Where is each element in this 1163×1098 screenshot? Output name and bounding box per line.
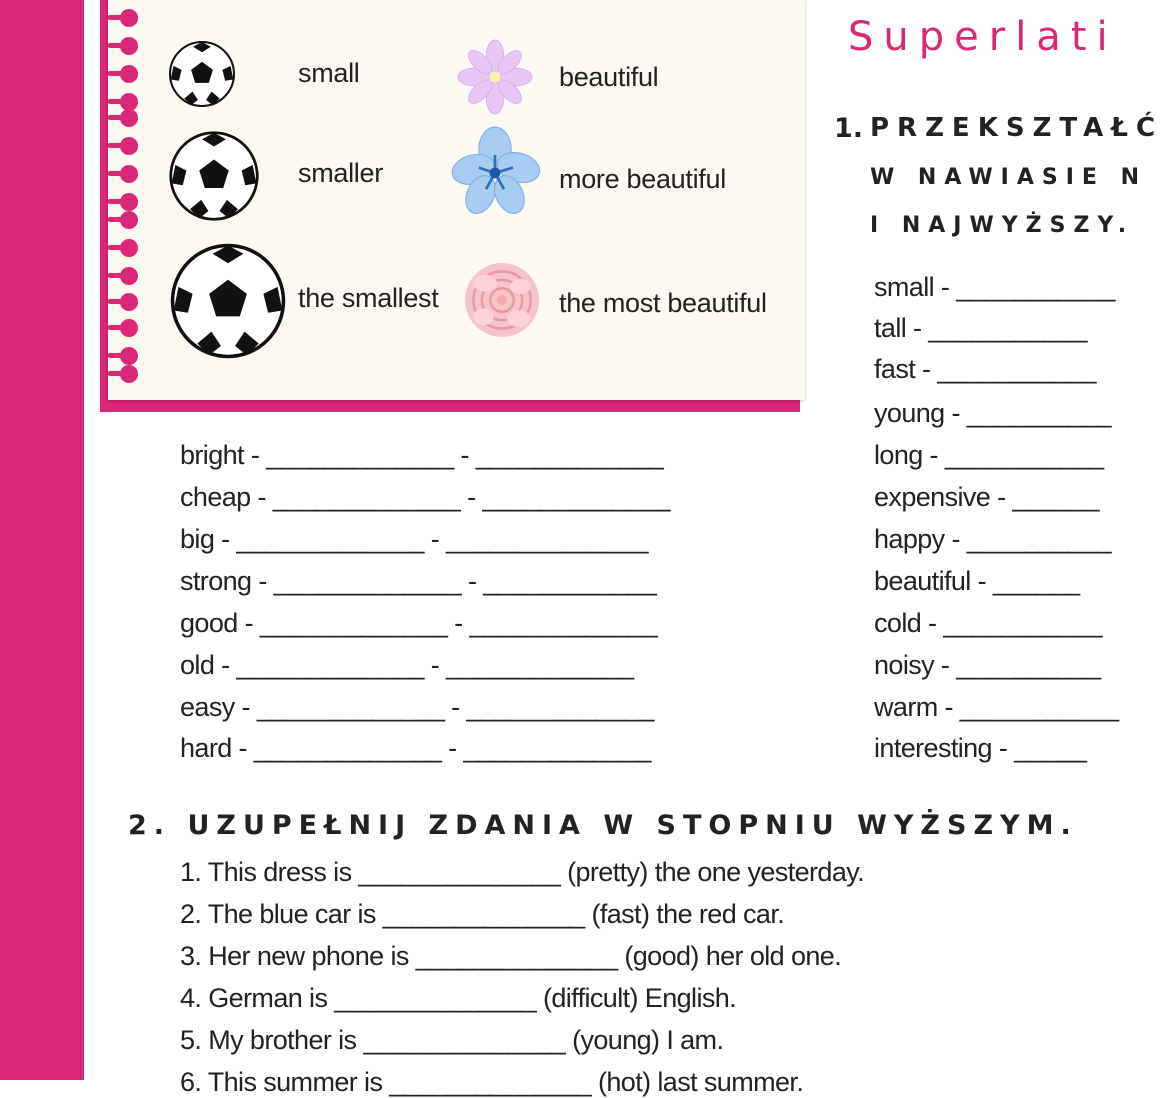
exercise2-heading: 2. UZUPEŁNIJ ZDANIA W STOPNIU WYŻSZYM. xyxy=(128,810,1078,841)
ex1-right-row[interactable]: long - ___________ xyxy=(874,440,1104,470)
spiral-ring xyxy=(108,364,140,384)
exercise1-number: 1. xyxy=(834,113,864,144)
small-flower-icon xyxy=(458,40,532,114)
ex1-right-row[interactable]: young - __________ xyxy=(874,398,1111,428)
spiral-ring xyxy=(108,8,140,28)
ex1-left-row[interactable]: hard - _____________ - _____________ xyxy=(180,733,651,763)
ex1-right-row[interactable]: small - ___________ xyxy=(874,272,1115,302)
spiral-ring xyxy=(108,266,140,286)
ex1-right-row[interactable]: expensive - ______ xyxy=(874,482,1099,512)
word-smaller: smaller xyxy=(298,158,383,188)
ex1-left-row[interactable]: strong - _____________ - ____________ xyxy=(180,566,657,596)
ex1-left-row[interactable]: old - _____________ - _____________ xyxy=(180,650,634,680)
ex2-sentence[interactable]: 3. Her new phone is ______________ (good) her old one. xyxy=(180,941,842,971)
ex1-right-row[interactable]: fast - ___________ xyxy=(874,354,1096,384)
exercise1-instruction-line: I NAJWYŻSZY. xyxy=(870,213,1135,238)
spiral-ring xyxy=(108,36,140,56)
page-title: Superlati xyxy=(848,14,1118,60)
ex1-right-row[interactable]: happy - __________ xyxy=(874,524,1111,554)
medium-flower-icon xyxy=(450,128,540,218)
spiral-ring xyxy=(108,346,140,366)
smallest-ball-icon xyxy=(168,242,288,360)
exercise1-instruction-line: W NAWIASIE N xyxy=(870,165,1147,190)
spiral-ring xyxy=(108,292,140,312)
ex2-sentence[interactable]: 6. This summer is ______________ (hot) last summer. xyxy=(180,1067,804,1097)
ex1-left-row[interactable]: good - _____________ - _____________ xyxy=(180,608,657,638)
smaller-ball-icon xyxy=(168,130,260,222)
word-the-smallest: the smallest xyxy=(298,283,439,313)
ex1-right-row[interactable]: cold - ___________ xyxy=(874,608,1102,638)
ex1-left-row[interactable]: big - _____________ - ______________ xyxy=(180,524,648,554)
spiral-ring xyxy=(108,164,140,184)
word-more-beautiful: more beautiful xyxy=(559,164,726,194)
ex1-right-row[interactable]: warm - ___________ xyxy=(874,692,1119,722)
word-beautiful: beautiful xyxy=(559,62,659,92)
spiral-ring xyxy=(108,210,140,230)
ex2-sentence[interactable]: 1. This dress is ______________ (pretty) the one yesterday. xyxy=(180,857,865,887)
spiral-ring xyxy=(108,192,140,212)
spiral-ring xyxy=(108,318,140,338)
spiral-ring xyxy=(108,136,140,156)
word-the-most-beautiful: the most beautiful xyxy=(559,288,767,318)
ex1-right-row[interactable]: tall - ___________ xyxy=(874,313,1087,343)
ex1-right-row[interactable]: interesting - _____ xyxy=(874,733,1087,763)
spiral-ring xyxy=(108,238,140,258)
ex2-sentence[interactable]: 4. German is ______________ (difficult) English. xyxy=(180,983,737,1013)
ex2-sentence[interactable]: 2. The blue car is ______________ (fast) the red car. xyxy=(180,899,785,929)
left-margin-band xyxy=(0,0,84,1080)
exercise1-instruction-line: PRZEKSZTAŁĆ xyxy=(870,113,1163,143)
small-ball-icon xyxy=(168,40,236,108)
ex1-left-row[interactable]: cheap - _____________ - _____________ xyxy=(180,482,670,512)
ex1-left-row[interactable]: easy - _____________ - _____________ xyxy=(180,692,654,722)
spiral-ring xyxy=(108,108,140,128)
ex1-right-row[interactable]: noisy - __________ xyxy=(874,650,1101,680)
spiral-ring xyxy=(108,64,140,84)
ex2-sentence[interactable]: 5. My brother is ______________ (young) I am. xyxy=(180,1025,724,1055)
ex1-left-row[interactable]: bright - _____________ - _____________ xyxy=(180,440,664,470)
large-flower-icon xyxy=(458,258,546,342)
ex1-right-row[interactable]: beautiful - ______ xyxy=(874,566,1080,596)
word-small: small xyxy=(298,58,360,88)
